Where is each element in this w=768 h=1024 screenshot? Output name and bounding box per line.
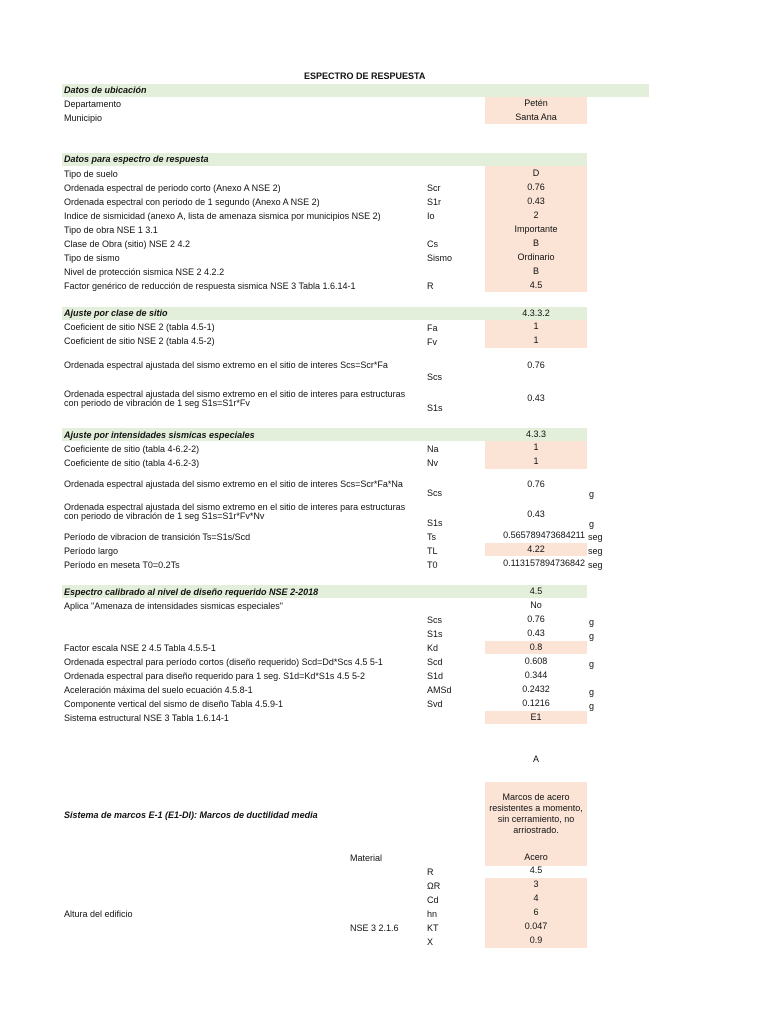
hn-value[interactable]: 6 xyxy=(533,907,539,917)
ts-label: Período de vibracion de transición Ts=S1s/Scd xyxy=(64,532,251,542)
omega-value[interactable]: 3 xyxy=(533,879,539,889)
material-value[interactable]: Acero xyxy=(524,852,548,862)
scd-unit: g xyxy=(589,659,595,669)
nse-reference: NSE 3 2.1.6 xyxy=(350,923,399,933)
nv-symbol: Nv xyxy=(427,458,438,468)
section-header-ajuste-intensidades: Ajuste por intensidades sismicas especiales xyxy=(64,430,255,440)
row-label: Factor genérico de reducción de respuesta sismica NSE 3 Tabla 1.6.14-1 xyxy=(64,281,356,291)
na-symbol: Na xyxy=(427,444,439,454)
section-header-espectro-calibrado: Espectro calibrado al nivel de diseño requerido NSE 2-2018 xyxy=(64,587,319,597)
row-symbol: S1r xyxy=(427,197,442,207)
ts-value: 0.565789473684211 xyxy=(503,530,585,540)
svd-value: 0.1216 xyxy=(522,698,550,708)
sistema-estructural-label: Sistema estructural NSE 3 Tabla 1.6.14-1 xyxy=(64,713,229,723)
scs-symbol: Scs xyxy=(427,488,443,498)
s1s-value: 0.43 xyxy=(527,393,545,403)
amsd-symbol: AMSd xyxy=(427,685,452,695)
s1s-unit: g xyxy=(589,519,595,529)
ts-symbol: Ts xyxy=(427,532,436,542)
section-reference: 4.3.3 xyxy=(525,429,547,439)
kd-symbol: Kd xyxy=(427,643,439,653)
departamento-value[interactable]: Petén xyxy=(524,98,548,108)
fa-symbol: Fa xyxy=(427,323,438,333)
aplica-value[interactable]: No xyxy=(530,600,542,610)
scs-symbol: Scs xyxy=(427,372,443,382)
amsd-unit: g xyxy=(589,687,595,697)
r-value: 4.5 xyxy=(529,865,543,875)
hn-symbol: hn xyxy=(427,909,438,919)
s1s-unit: g xyxy=(589,631,595,641)
s1s-symbol: S1s xyxy=(427,518,443,528)
row-value[interactable]: D xyxy=(532,168,540,178)
aplica-label: Aplica "Amenaza de intensidades sismicas especiales" xyxy=(64,601,284,611)
scd-value: 0.608 xyxy=(524,656,548,666)
s1d-label: Ordenada espectral para diseño requerido para 1 seg. S1d=Kd*S1s 4.5 5-2 xyxy=(64,671,365,681)
row-label: Ordenada espectral de periodo corto (Anexo A NSE 2) xyxy=(64,183,281,193)
section-header-espectro: Datos para espectro de respuesta xyxy=(64,154,209,164)
s1s-label-line1: Ordenada espectral ajustada del sismo extremo en el sitio de interes para estructuras xyxy=(64,389,406,399)
section-reference: 4.3.3.2 xyxy=(522,308,550,318)
s1s-value: 0.43 xyxy=(527,509,545,519)
row-value[interactable]: 4.5 xyxy=(529,280,543,290)
row-label: Tipo de suelo xyxy=(64,169,118,179)
material-label: Material xyxy=(350,853,383,863)
section-header-ajuste-sitio: Ajuste por clase de sitio xyxy=(64,308,168,318)
row-label: Ordenada espectral con periodo de 1 segundo (Anexo A NSE 2) xyxy=(64,197,320,207)
x-symbol: X xyxy=(427,937,434,947)
scs-symbol: Scs xyxy=(427,615,443,625)
section-header-ubicacion: Datos de ubicación xyxy=(64,85,147,95)
row-label: Indice de sismicidad (anexo A, lista de amenaza sismica por municipios NSE 2) xyxy=(64,211,381,221)
fv-value[interactable]: 1 xyxy=(533,335,539,345)
tl-value[interactable]: 4.22 xyxy=(527,544,545,554)
fv-label: Coeficient de sitio NSE 2 (tabla 4.5-2) xyxy=(64,336,215,346)
ts-unit: seg xyxy=(588,532,603,542)
row-value[interactable]: 0.43 xyxy=(527,196,545,206)
section-header-bg xyxy=(62,84,649,97)
t0-symbol: T0 xyxy=(427,560,438,570)
fa-value[interactable]: 1 xyxy=(533,321,539,331)
row-value[interactable]: Importante xyxy=(514,224,558,234)
row-value[interactable]: B xyxy=(532,266,539,276)
s1d-symbol: S1d xyxy=(427,671,444,681)
cd-symbol: Cd xyxy=(427,895,439,905)
nv-value[interactable]: 1 xyxy=(533,456,539,466)
s1s-label-line2: con periodo de vibración de 1 seg S1s=S1r*Fv*Nv xyxy=(64,511,265,521)
x-value[interactable]: 0.9 xyxy=(529,935,543,945)
scd-label: Ordenada espectral para período cortos (diseño requerido) Scd=Dd*Scs 4.5 5-1 xyxy=(64,657,383,667)
scs-value: 0.76 xyxy=(527,360,545,370)
kt-symbol: KT xyxy=(427,923,439,933)
sistema-description: Marcos de acero resistentes a momento, sin cerramiento, no arriostrado. xyxy=(489,792,583,835)
svd-label: Componente vertical del sismo de diseño Tabla 4.5.9-1 xyxy=(64,699,283,709)
row-label: Tipo de obra NSE 1 3.1 xyxy=(64,225,158,235)
kd-value[interactable]: 0.8 xyxy=(529,642,543,652)
omega-symbol: ΩR xyxy=(427,881,441,891)
amsd-label: Aceleración máxima del suelo ecuación 4.5.8-1 xyxy=(64,685,253,695)
t0-label: Período en meseta T0=0.2Ts xyxy=(64,560,180,570)
t0-value: 0.113157894736842 xyxy=(503,558,585,568)
scs-unit: g xyxy=(589,617,595,627)
row-symbol: Io xyxy=(427,211,435,221)
s1d-value: 0.344 xyxy=(524,670,548,680)
scd-symbol: Scd xyxy=(427,657,443,667)
r-symbol: R xyxy=(427,867,434,877)
na-value[interactable]: 1 xyxy=(533,442,539,452)
tl-symbol: TL xyxy=(427,546,438,556)
row-label: Nivel de protección sismica NSE 2 4.2.2 xyxy=(64,267,225,277)
sistema-estructural-value[interactable]: E1 xyxy=(530,712,542,722)
row-symbol: Sismo xyxy=(427,253,453,263)
s1s-value: 0.43 xyxy=(527,628,545,638)
s1s-label-line2: con periodo de vibración de 1 seg S1s=S1r*Fv xyxy=(64,398,250,408)
t0-unit: seg xyxy=(588,560,603,570)
page-title: ESPECTRO DE RESPUESTA xyxy=(304,71,426,81)
amsd-value: 0.2432 xyxy=(522,684,550,694)
kt-value[interactable]: 0.047 xyxy=(524,921,548,931)
s1s-symbol: S1s xyxy=(427,403,443,413)
row-symbol: Cs xyxy=(427,239,438,249)
fa-label: Coeficient de sitio NSE 2 (tabla 4.5-1) xyxy=(64,322,215,332)
section-reference: 4.5 xyxy=(529,586,543,596)
s1s-label-line1: Ordenada espectral ajustada del sismo extremo en el sitio de interes para estructuras xyxy=(64,502,406,512)
sistema-title: Sistema de marcos E-1 (E1-DI): Marcos de ductilidad media xyxy=(64,810,318,820)
kd-label: Factor escala NSE 2 4.5 Tabla 4.5.5-1 xyxy=(64,643,216,653)
scs-value: 0.76 xyxy=(527,614,545,624)
row-label: Tipo de sismo xyxy=(64,253,120,263)
scs-label: Ordenada espectral ajustada del sismo extremo en el sitio de interes Scs=Scr*Fa xyxy=(64,360,388,370)
tl-unit: seg xyxy=(588,546,603,556)
row-value[interactable]: Ordinario xyxy=(517,252,555,262)
nv-label: Coeficiente de sitio (tabla 4-6.2-3) xyxy=(64,458,200,468)
column-header-a: A xyxy=(532,754,539,764)
s1s-symbol: S1s xyxy=(427,629,443,639)
scs-label: Ordenada espectral ajustada del sismo extremo en el sitio de interes Scs=Scr*Fa*Na xyxy=(64,479,403,489)
altura-label: Altura del edificio xyxy=(64,909,133,919)
row-value[interactable]: B xyxy=(532,238,539,248)
departamento-label: Departamento xyxy=(64,99,122,109)
fv-symbol: Fv xyxy=(427,337,437,347)
tl-label: Período largo xyxy=(64,546,119,556)
row-value[interactable]: 2 xyxy=(533,210,539,220)
municipio-label: Municipio xyxy=(64,113,103,123)
row-label: Clase de Obra (sitio) NSE 2 4.2 xyxy=(64,239,191,249)
row-value[interactable]: 0.76 xyxy=(527,182,545,192)
row-symbol: Scr xyxy=(427,183,441,193)
municipio-value[interactable]: Santa Ana xyxy=(515,112,557,122)
scs-unit: g xyxy=(589,489,595,499)
cd-value[interactable]: 4 xyxy=(533,893,539,903)
na-label: Coeficiente de sitio (tabla 4-6.2-2) xyxy=(64,444,200,454)
svd-symbol: Svd xyxy=(427,699,443,709)
svd-unit: g xyxy=(589,701,595,711)
row-symbol: R xyxy=(427,281,434,291)
scs-value: 0.76 xyxy=(527,479,545,489)
